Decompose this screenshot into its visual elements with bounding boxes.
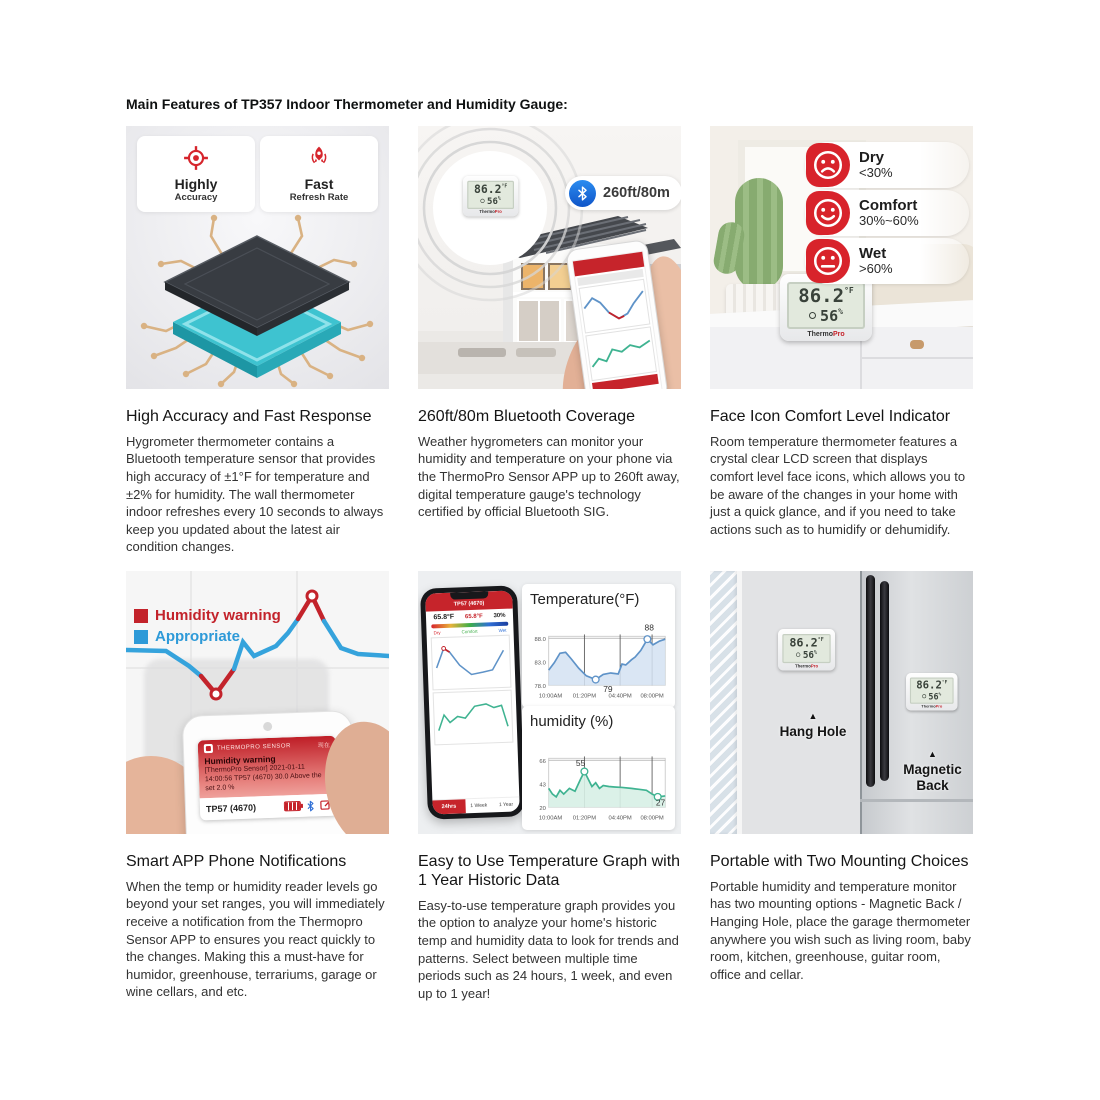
feature-title: Smart APP Phone Notifications bbox=[126, 853, 347, 870]
feature-body: When the temp or humidity reader levels go beyond your set ranges, you will immediately receive a notification from the Thermopro Sensor APP to ensures you react quickly to the changes. Making this a must-have for humidor, greenhouse, terrariums, garage or wine cellars, and etc. bbox=[126, 878, 385, 1000]
page-title: Main Features of TP357 Indoor Thermometer and Humidity Gauge: bbox=[126, 96, 568, 112]
comfort-pill-wet: Wet >60% bbox=[805, 238, 969, 284]
svg-text:08:00PM: 08:00PM bbox=[640, 693, 664, 700]
device-lcd: $86.2^{^\circ F}$ 56% bbox=[910, 677, 954, 703]
glass-window bbox=[710, 571, 742, 834]
time-period-tabs bbox=[432, 796, 519, 814]
phone-notch bbox=[450, 591, 488, 599]
humidity-chart bbox=[528, 732, 669, 826]
svg-text:79: 79 bbox=[603, 683, 613, 694]
hang-hole-label: ▲ Hang Hole bbox=[758, 711, 868, 740]
humidity-chart-panel: humidity (%) 55 27 66 43 20 10:00AM 01:20PM 04:40PM 08:00PM bbox=[522, 706, 675, 830]
feature-image-warning-graph bbox=[126, 571, 389, 834]
feature-title: 260ft/80m Bluetooth Coverage bbox=[418, 408, 636, 425]
bluetooth-icon bbox=[306, 800, 315, 811]
device-lcd: $86.2^{^\circ F}$ 56% bbox=[467, 181, 514, 209]
badge-subtitle: Accuracy bbox=[174, 191, 218, 203]
mini-temp-chart bbox=[431, 635, 512, 691]
up-arrow-icon: ▲ bbox=[928, 749, 937, 759]
feature-title: Portable with Two Mounting Choices bbox=[710, 853, 969, 870]
magnetic-back-label: ▲ Magnetic Back bbox=[895, 749, 970, 793]
feature-image-house bbox=[418, 126, 681, 389]
svg-text:43: 43 bbox=[539, 782, 546, 789]
app-header: TP57 (4670) bbox=[425, 591, 513, 612]
up-arrow-icon: ▲ bbox=[808, 711, 818, 721]
sad-face-icon bbox=[806, 143, 850, 187]
feature-cell-bluetooth bbox=[418, 126, 681, 556]
temperature-chart-panel: Temperature(°F) 79 88 88.0 83.0 78.0 10:00AM 01:20PM 04:40PM 08:00PM bbox=[522, 584, 675, 708]
drawer-knob bbox=[910, 340, 924, 349]
svg-text:20: 20 bbox=[539, 806, 546, 813]
svg-text:88: 88 bbox=[644, 622, 654, 633]
svg-text:88.0: 88.0 bbox=[534, 637, 546, 644]
comfort-pill-dry: Dry <30% bbox=[805, 142, 969, 188]
app-phone bbox=[420, 585, 525, 819]
push-notification: THERMOPRO SENSOR 现在 Humidity warning [ThermoPro Sensor] 2021-01-11 14:00:56 TP57 (4670) 30.0 Above the set 2.0 % TP57 (4670) bbox=[198, 736, 339, 821]
feature-title: High Accuracy and Fast Response bbox=[126, 408, 372, 425]
svg-text:08:00PM: 08:00PM bbox=[640, 815, 664, 822]
mini-humidity-chart bbox=[433, 690, 514, 746]
device-lcd: $86.2^{^\circ F}$ 56% bbox=[787, 282, 865, 329]
bluetooth-range-badge bbox=[565, 176, 681, 210]
bluetooth-range-label: 260ft/80m bbox=[603, 185, 670, 201]
svg-text:66: 66 bbox=[539, 759, 546, 766]
svg-text:10:00AM: 10:00AM bbox=[538, 815, 563, 822]
device-lcd: $86.2^{^\circ F}$ 56% bbox=[782, 634, 830, 663]
fridge-handle bbox=[866, 575, 875, 787]
badge-subtitle: Refresh Rate bbox=[289, 191, 349, 203]
thermometer-device: $86.2^{^\circ F}$ 56% ThermoPro bbox=[906, 673, 958, 710]
tab-1year: 1 Year bbox=[498, 801, 514, 809]
badge-title: Fast bbox=[304, 176, 334, 192]
tab-24hrs: 24hrs bbox=[432, 799, 465, 814]
app-icon bbox=[204, 744, 213, 753]
badge-title: Highly bbox=[174, 176, 218, 192]
chip-illustration bbox=[126, 126, 389, 389]
comfort-bar-labels: Dry Comfort Wet bbox=[433, 627, 507, 636]
svg-text:27: 27 bbox=[655, 797, 666, 808]
temperature-chart bbox=[528, 610, 669, 704]
svg-text:04:40PM: 04:40PM bbox=[608, 693, 632, 700]
comfort-pill-comfort: Comfort 30%~60% bbox=[805, 190, 969, 236]
feature-title: Easy to Use Temperature Graph with 1 Year Historic Data bbox=[418, 853, 681, 889]
feature-image-room bbox=[710, 126, 973, 389]
feature-body: Portable humidity and temperature monitor has two mounting options - Magnetic Back / Hanging Hole, place the garage thermometer anywhere you wish such as living room, baby room, kitchen, greenhouse, guitar room, office and cellar. bbox=[710, 878, 971, 982]
bluetooth-icon bbox=[569, 180, 596, 207]
feature-cell-comfort bbox=[710, 126, 973, 556]
svg-text:01:20PM: 01:20PM bbox=[572, 815, 597, 822]
feature-title: Face Icon Comfort Level Indicator bbox=[710, 408, 951, 425]
thermometer-device: $86.2^{^\circ F}$ 56% ThermoPro bbox=[463, 176, 518, 216]
feature-body: Weather hygrometers can monitor your humidity and temperature on your phone via the ThermoPro Sensor APP up to 260ft away, digital temperature gauge's technology certified by official Bluetooth SIG. bbox=[418, 433, 680, 520]
feature-cell-notifications bbox=[126, 571, 389, 1002]
svg-text:78.0: 78.0 bbox=[534, 684, 546, 691]
thermometer-device: $86.2^{^\circ F}$ 56% ThermoPro bbox=[778, 629, 835, 670]
svg-text:04:40PM: 04:40PM bbox=[608, 815, 632, 822]
feature-cell-graphs bbox=[418, 571, 681, 1002]
svg-text:01:20PM: 01:20PM bbox=[572, 693, 597, 700]
svg-text:55: 55 bbox=[575, 757, 586, 768]
feature-image-mounting bbox=[710, 571, 973, 834]
happy-face-icon bbox=[806, 191, 850, 235]
svg-text:10:00AM: 10:00AM bbox=[538, 693, 563, 700]
battery-icon bbox=[284, 801, 301, 812]
feature-cell-mounting bbox=[710, 571, 973, 1002]
feature-body: Hygrometer thermometer contains a Bluetooth temperature sensor that provides high accuracy of ±1°F for temperature and ±2% for humidity. The wall thermometer indoor refreshes every 10 seconds to always keep you updated about the latest air condition changes. bbox=[126, 433, 384, 555]
feature-image-chip bbox=[126, 126, 389, 389]
feature-body: Easy-to-use temperature graph provides you the option to analyze your home's historic temp and humidity data to look for trends and patterns. Select between multiple time periods such as 24 hours, 1 week, and even up to 1 year! bbox=[418, 897, 679, 1001]
app-stats: 65.8°F 65.8°F 30% bbox=[433, 612, 506, 622]
feature-image-app-charts bbox=[418, 571, 681, 834]
feature-body: Room temperature thermometer features a crystal clear LCD screen that displays comfort level face icons, which allows you to be aware of the changes in your home with just a quick glance, and if you need to take actions such as to humidify or dehumidify. bbox=[710, 433, 966, 537]
camera-dot bbox=[263, 722, 272, 731]
thermometer-device: $86.2^{^\circ F}$ 56% ThermoPro bbox=[780, 274, 872, 341]
feature-cell-accuracy bbox=[126, 126, 389, 556]
fridge-handle bbox=[880, 581, 889, 781]
neutral-face-icon bbox=[806, 239, 850, 283]
tab-1week: 1 Week bbox=[470, 802, 488, 810]
svg-text:83.0: 83.0 bbox=[534, 660, 546, 667]
graph-legend: Humidity warning Appropriate bbox=[134, 607, 281, 649]
